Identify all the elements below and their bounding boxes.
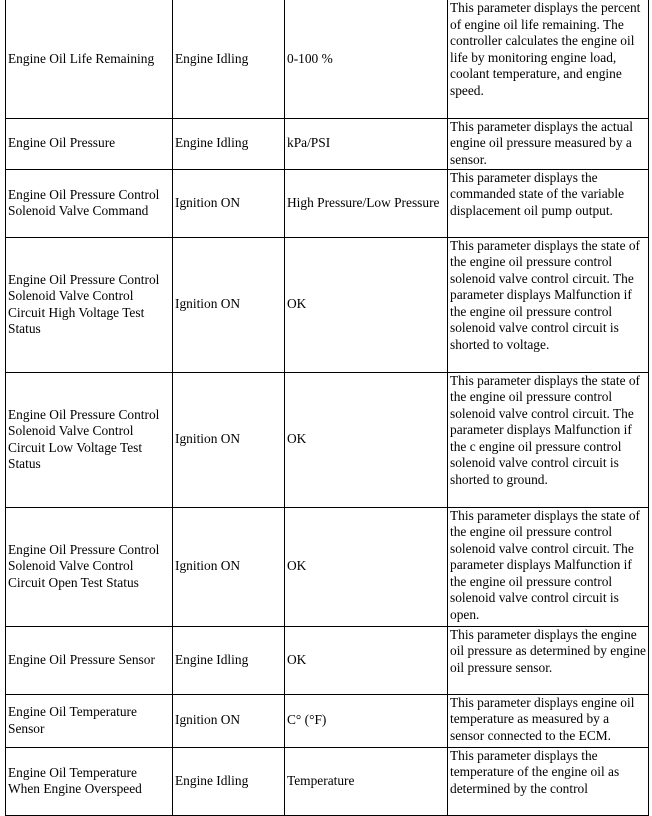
- parameter-table: [5, 0, 649, 816]
- parameter-name: Engine Oil Pressure Control Solenoid Valve Control Circuit High Voltage Test Status: [6, 237, 173, 372]
- parameter-name: Engine Oil Temperature When Engine Overspeed: [6, 747, 173, 815]
- description: This parameter displays the actual engine oil pressure measured by a sensor.: [448, 118, 649, 169]
- value-range: OK: [285, 237, 448, 372]
- parameter-name: Engine Oil Pressure: [6, 118, 173, 169]
- parameter-name: Engine Oil Pressure Control Solenoid Valve Command: [6, 169, 173, 237]
- condition: Ignition ON: [173, 237, 285, 372]
- description: This parameter displays the percent of engine oil life remaining. The controller calculates the engine oil life by monitoring engine load, coolant temperature, and engine speed.: [448, 0, 649, 118]
- parameter-name: Engine Oil Pressure Control Solenoid Valve Control Circuit Open Test Status: [6, 507, 173, 626]
- description: This parameter displays the state of the engine oil pressure control solenoid valve control circuit. The parameter displays Malfunction if the engine oil pressure control solenoid valve control circuit is shorted to voltage.: [448, 237, 649, 372]
- value-range: 0-100 %: [285, 0, 448, 118]
- description: This parameter displays the commanded state of the variable displacement oil pump output.: [448, 169, 649, 237]
- condition: Ignition ON: [173, 694, 285, 747]
- parameter-name: Engine Oil Pressure Sensor: [6, 626, 173, 694]
- condition: Engine Idling: [173, 0, 285, 118]
- value-range: C° (°F): [285, 694, 448, 747]
- condition: Ignition ON: [173, 169, 285, 237]
- table-row: [6, 118, 649, 169]
- description: This parameter displays the engine oil pressure as determined by engine oil pressure sensor.: [448, 626, 649, 694]
- parameter-name: Engine Oil Pressure Control Solenoid Valve Control Circuit Low Voltage Test Status: [6, 372, 173, 507]
- value-range: High Pressure/Low Pressure: [285, 169, 448, 237]
- value-range: kPa/PSI: [285, 118, 448, 169]
- value-range: OK: [285, 626, 448, 694]
- value-range: OK: [285, 372, 448, 507]
- parameter-name: Engine Oil Temperature Sensor: [6, 694, 173, 747]
- table-row: [6, 694, 649, 747]
- description: This parameter displays the temperature of the engine oil as determined by the control: [448, 747, 649, 815]
- table-row: [6, 626, 649, 694]
- table-row: [6, 237, 649, 372]
- condition: Ignition ON: [173, 507, 285, 626]
- table-row: [6, 0, 649, 118]
- table-row: [6, 169, 649, 237]
- table-row: [6, 372, 649, 507]
- condition: Ignition ON: [173, 372, 285, 507]
- value-range: OK: [285, 507, 448, 626]
- description: This parameter displays the state of the engine oil pressure control solenoid valve control circuit. The parameter displays Malfunction if the engine oil pressure control solenoid valve control circuit is open.: [448, 507, 649, 626]
- parameter-table-container: [5, 0, 649, 816]
- table-row: [6, 507, 649, 626]
- value-range: Temperature: [285, 747, 448, 815]
- condition: Engine Idling: [173, 747, 285, 815]
- description: This parameter displays engine oil temperature as measured by a sensor connected to the ECM.: [448, 694, 649, 747]
- condition: Engine Idling: [173, 626, 285, 694]
- description: This parameter displays the state of the engine oil pressure control solenoid valve control circuit. The parameter displays Malfunction if the c engine oil pressure control solenoid valve control circuit is shorted to ground.: [448, 372, 649, 507]
- parameter-name: Engine Oil Life Remaining: [6, 0, 173, 118]
- table-row: [6, 747, 649, 815]
- condition: Engine Idling: [173, 118, 285, 169]
